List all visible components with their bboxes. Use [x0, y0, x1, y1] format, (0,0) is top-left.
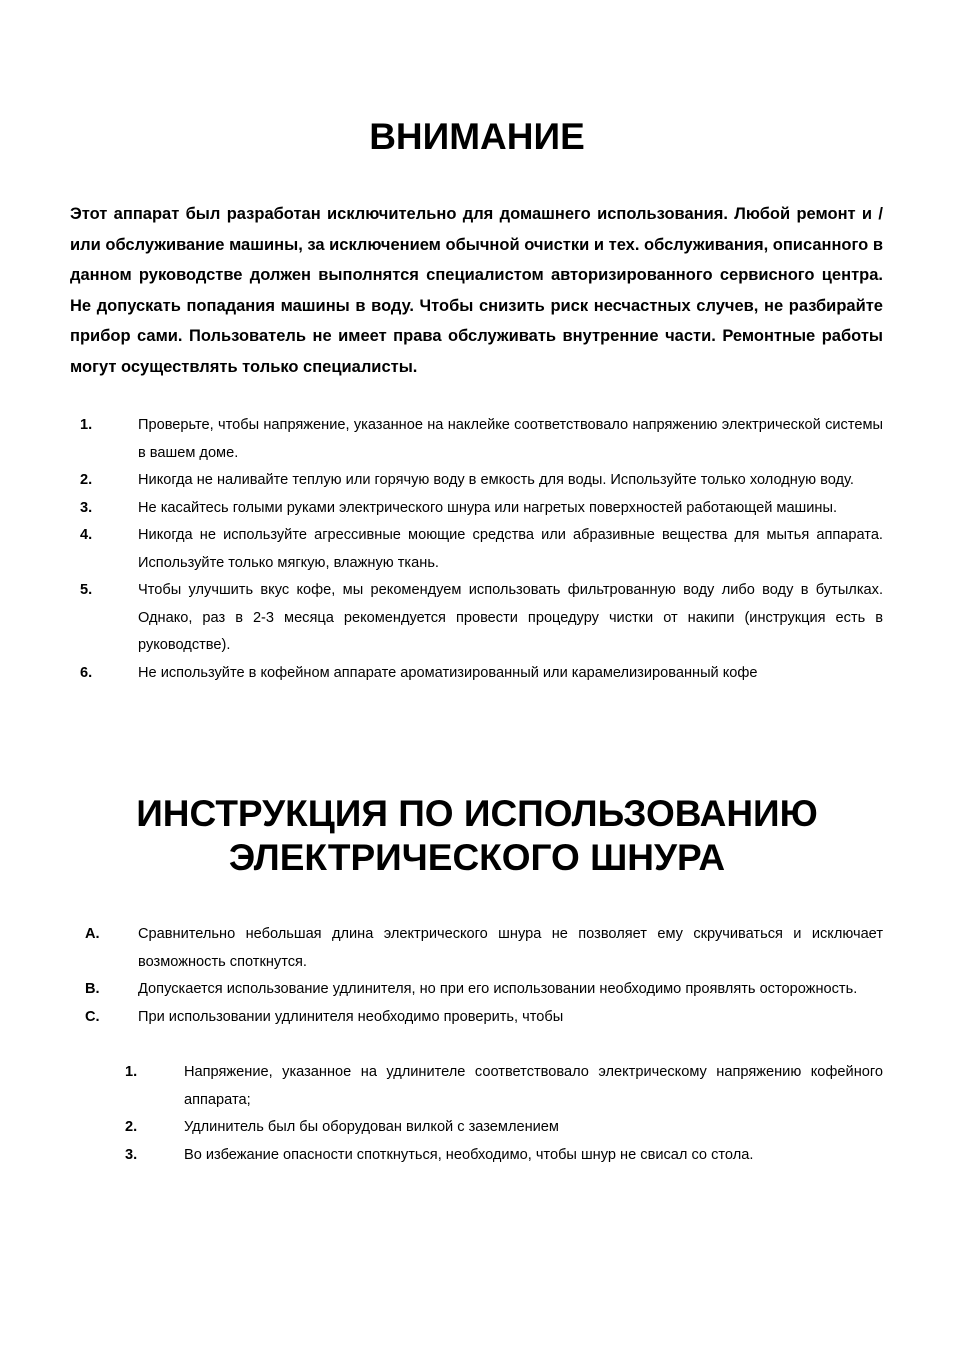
- cord-title-line2: ЭЛЕКТРИЧЕСКОГО ШНУРА: [228, 837, 726, 878]
- list-item: [0, 976, 883, 1004]
- item-number: 4.: [80, 527, 93, 543]
- list-item: [0, 660, 884, 688]
- list-item: [0, 1142, 883, 1170]
- item-number: 1.: [125, 1064, 138, 1080]
- cord-list: [0, 921, 883, 1031]
- item-number: 2.: [125, 1119, 138, 1135]
- list-item: [0, 577, 884, 660]
- item-text: Напряжение, указанное на удлинителе соответствовало электрическому напряжению кофейного аппарата;: [184, 1064, 883, 1108]
- item-number: 2.: [80, 472, 93, 488]
- list-item: [0, 495, 884, 523]
- item-letter: B.: [85, 981, 100, 997]
- list-item: [0, 1114, 883, 1142]
- item-number: 3.: [80, 499, 93, 516]
- item-text: При использовании удлинителя необходимо проверить, чтобы: [138, 1008, 564, 1025]
- cord-title-line1: ИНСТРУКЦИЯ ПО ИСПОЛЬЗОВАНИЮ: [136, 793, 818, 834]
- cord-sublist: [0, 1059, 883, 1169]
- item-letter: A.: [85, 926, 100, 942]
- item-text: Никогда не наливайте теплую или горячую воду в емкость для воды. Используйте только холодную воду.: [138, 472, 854, 488]
- item-text: Не используйте в кофейном аппарате ароматизированный или карамелизированный кофе: [138, 664, 758, 681]
- list-item: [0, 522, 884, 577]
- item-text: Сравнительно небольшая длина электрического шнура не позволяет ему скручиваться и исключает возможность споткнутся.: [138, 926, 883, 970]
- item-letter: C.: [85, 1008, 100, 1025]
- item-number: 1.: [80, 417, 93, 433]
- item-text: Не касайтесь голыми руками электрического шнура или нагретых поверхностей работающей машины.: [138, 499, 838, 516]
- item-text: Допускается использование удлинителя, но при его использовании необходимо проявлять осторожность.: [138, 981, 858, 997]
- item-text: Никогда не используйте агрессивные моющие средства или абразивные вещества для мытья аппарата. Используйте только мягкую, влажную ткань.: [138, 527, 883, 571]
- list-item: [0, 1059, 883, 1114]
- warning-intro: Этот аппарат был разработан исключительно для домашнего использования. Любой ремонт и / или обслуживание машины, за исключением обычной очистки и тех. обслуживания, описанного в данном руководстве должен выполнятся специалистом авторизированного сервисного центра. Не допускать попадания машины в воду. Чтобы снизить риск несчастных случев, не разбирайте прибор сами. Пользователь не имеет права обслуживать внутренние части. Ремонтные работы могут осуществлять только специалисты.: [70, 205, 883, 376]
- item-number: 6.: [80, 664, 93, 681]
- warning-title: ВНИМАНИЕ: [369, 116, 585, 157]
- list-item: [0, 467, 884, 495]
- item-text: Во избежание опасности споткнуться, необходимо, чтобы шнур не свисал со стола.: [184, 1146, 754, 1163]
- warning-list: [0, 412, 884, 687]
- list-item: [0, 921, 883, 976]
- list-item: [0, 1004, 883, 1032]
- cord-title: [0, 792, 954, 880]
- item-number: 5.: [80, 582, 93, 598]
- item-text: Проверьте, чтобы напряжение, указанное на наклейке соответствовало напряжению электрической системы в вашем доме.: [138, 417, 883, 461]
- item-text: Удлинитель был бы оборудован вилкой с заземлением: [184, 1119, 559, 1135]
- list-item: [0, 412, 884, 467]
- item-number: 3.: [125, 1146, 138, 1163]
- item-text: Чтобы улучшить вкус кофе, мы рекомендуем использовать фильтрованную воду либо воду в бутылках. Однако, раз в 2-3 месяца рекомендуется провести процедуру чистки от накипи (инструкция есть в руководстве).: [138, 582, 883, 653]
